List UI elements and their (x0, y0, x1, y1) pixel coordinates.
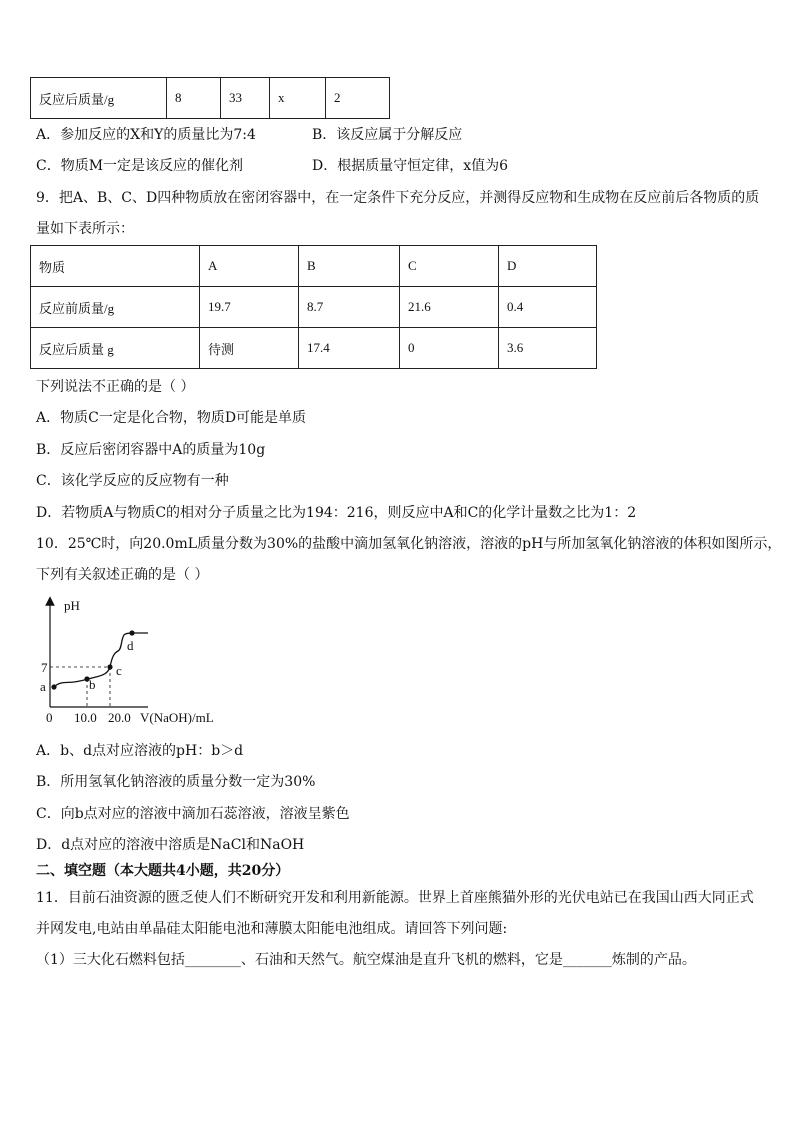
q9-question: 下列说法不正确的是（ ） (36, 379, 195, 395)
table-cell: 0.4 (499, 287, 597, 328)
point-a (51, 684, 56, 689)
y-tick-label: 7 (41, 660, 48, 675)
table-cell: 33 (221, 78, 270, 119)
q9-option-a: A．物质C一定是化合物，物质D可能是单质 (36, 410, 307, 426)
q10-stem-line2: 下列有关叙述正确的是（ ） (36, 567, 209, 583)
q9-stem-line2: 量如下表所示： (36, 221, 134, 237)
table-cell: A (200, 246, 299, 287)
table-cell: 21.6 (400, 287, 499, 328)
q10-stem-line1: 10．25℃时，向20.0mL质量分数为30%的盐酸中滴加氢氧化钠溶液，溶液的pH与所加氢氧化钠溶液的体积如图所示， (36, 536, 782, 552)
x-tick-label: 10.0 (74, 710, 97, 725)
table-cell: 反应后质量/g (31, 78, 167, 119)
q11-sub1: （1）三大化石燃料包括________、石油和天然气。航空煤油是直升飞机的燃料，它是_______炼制的产品。 (36, 952, 696, 968)
table-cell: 8 (167, 78, 221, 119)
table-cell: 3.6 (499, 328, 597, 369)
table-cell: 0 (400, 328, 499, 369)
origin-label: 0 (46, 710, 53, 725)
q9-stem-line1: 9．把A、B、C、D四种物质放在密闭容器中，在一定条件下充分反应，并测得反应物和生成物在反应前后各物质的质 (36, 190, 760, 206)
q11-line1: 11．目前石油资源的匮乏使人们不断研究开发和利用新能源。世界上首座熊猫外形的光伏电站已在我国山西大同正式 (36, 890, 754, 906)
q10-option-d: D．d点对应的溶液中溶质是NaCl和NaOH (36, 837, 305, 853)
table-cell: 17.4 (299, 328, 400, 369)
point-a-label: a (40, 679, 46, 694)
q11-line2: 并网发电,电站由单晶硅太阳能电池和薄膜太阳能电池组成。请回答下列问题: (36, 921, 508, 937)
q9-option-b: B．反应后密闭容器中A的质量为10g (36, 442, 266, 458)
table-cell: D (499, 246, 597, 287)
ph-titration-graph (36, 595, 236, 730)
q8-table (30, 77, 390, 119)
x-axis-label: V(NaOH)/mL (140, 710, 214, 725)
table-cell: 反应后质量 g (31, 328, 200, 369)
q9-option-d: D．若物质A与物质C的相对分子质量之比为194：216，则反应中A和C的化学计量数之比为1：2 (36, 505, 637, 521)
table-cell: C (400, 246, 499, 287)
q8-option-b: B．该反应属于分解反应 (312, 127, 463, 143)
point-d-label: d (127, 638, 134, 653)
table-cell: 8.7 (299, 287, 400, 328)
q10-option-a: A．b、d点对应溶液的pH：b＞d (36, 743, 244, 759)
ph-curve (54, 633, 148, 687)
q8-option-a: A．参加反应的X和Y的质量比为7:4 (36, 127, 256, 143)
table-cell: 2 (326, 78, 390, 119)
table-cell: 19.7 (200, 287, 299, 328)
section-heading: 二、填空题（本大题共4小题，共20分） (36, 863, 290, 879)
q10-option-b: B．所用氢氧化钠溶液的质量分数一定为30% (36, 774, 316, 790)
q10-option-c: C．向b点对应的溶液中滴加石蕊溶液，溶液呈紫色 (36, 806, 350, 822)
q9-table (30, 245, 597, 369)
table-cell: B (299, 246, 400, 287)
x-tick-label: 20.0 (108, 710, 131, 725)
table-cell: 待测 (200, 328, 299, 369)
table-cell: 物质 (31, 246, 200, 287)
point-d (129, 630, 134, 635)
point-c-label: c (116, 663, 122, 678)
q8-option-c: C．物质M一定是该反应的催化剂 (36, 158, 244, 174)
table-cell: 反应前质量/g (31, 287, 200, 328)
q8-option-d: D．根据质量守恒定律，x值为6 (312, 158, 509, 174)
q9-option-c: C．该化学反应的反应物有一种 (36, 473, 229, 489)
point-b-label: b (89, 677, 96, 692)
point-c (107, 664, 112, 669)
y-axis-label: pH (64, 598, 80, 613)
table-cell: x (270, 78, 326, 119)
